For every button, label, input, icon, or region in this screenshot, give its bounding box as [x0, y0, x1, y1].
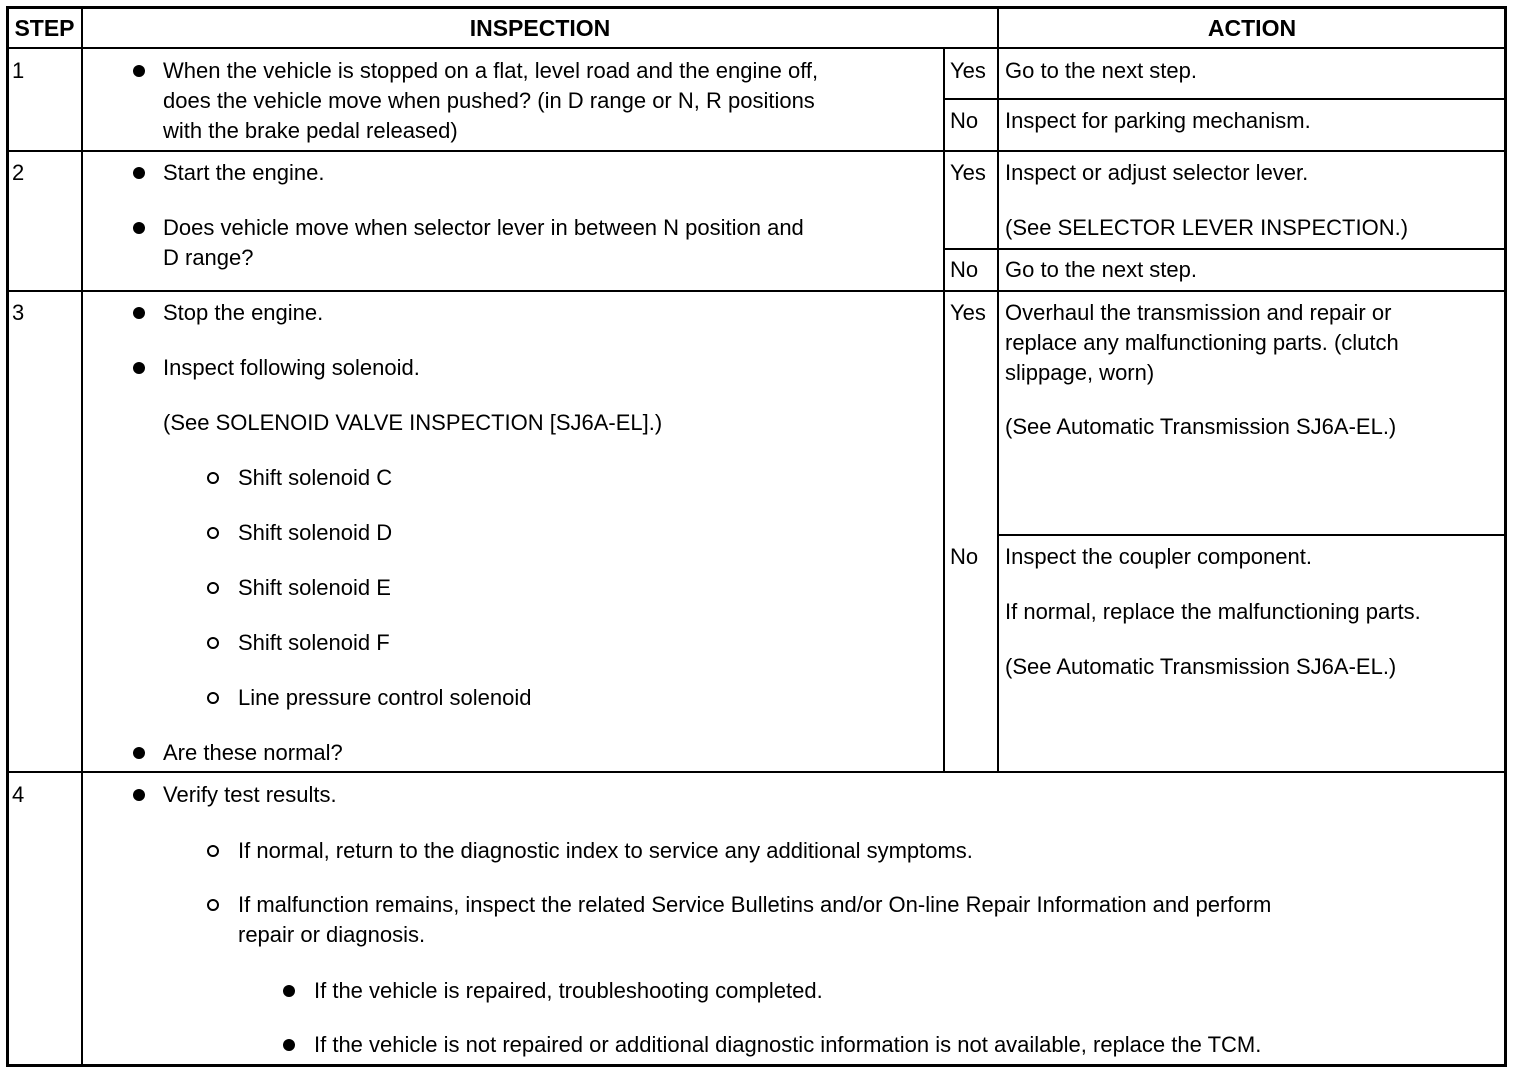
inspection-text: Does vehicle move when selector lever in between N position and: [163, 215, 804, 240]
inspection-text: If the vehicle is not repaired or additional diagnostic information is not available, replace the TCM.: [314, 1032, 1262, 1057]
inspection-text: repair or diagnosis.: [238, 922, 426, 947]
row-divider: [8, 771, 1505, 773]
inspection-text: Are these normal?: [163, 740, 343, 765]
action-text: (See Automatic Transmission SJ6A-EL.): [1005, 654, 1397, 679]
inspection-text: If the vehicle is repaired, troubleshooting completed.: [314, 978, 823, 1003]
row-divider: [8, 290, 1505, 292]
inspection-text: Start the engine.: [163, 160, 325, 185]
inspection-text: Stop the engine.: [163, 300, 324, 325]
sub-bullet-icon: [207, 637, 219, 649]
bullet-icon: [133, 789, 145, 801]
column-divider: [997, 8, 999, 773]
inspection-text: If malfunction remains, inspect the related Service Bulletins and/or On-line Repair Information and perform: [238, 892, 1272, 917]
solenoid-item: Shift solenoid D: [238, 520, 393, 545]
bullet-icon: [283, 985, 295, 997]
action-text: Go to the next step.: [1005, 58, 1198, 83]
bullet-icon: [283, 1039, 295, 1051]
step-number: 1: [12, 58, 25, 83]
yes-label: Yes: [950, 160, 986, 185]
bullet-icon: [133, 222, 145, 234]
inspection-text: When the vehicle is stopped on a flat, level road and the engine off,: [163, 58, 819, 83]
step-number: 4: [12, 782, 25, 807]
step-number: 3: [12, 300, 25, 325]
sub-bullet-icon: [207, 527, 219, 539]
sub-bullet-icon: [207, 845, 219, 857]
inspection-text: with the brake pedal released): [163, 118, 458, 143]
sub-bullet-icon: [207, 692, 219, 704]
inspection-text: does the vehicle move when pushed? (in D range or N, R positions: [163, 88, 815, 113]
bullet-icon: [133, 307, 145, 319]
action-text: slippage, worn): [1005, 360, 1155, 385]
header-inspection: INSPECTION: [469, 15, 611, 41]
bullet-icon: [133, 362, 145, 374]
row-divider: [8, 150, 1505, 152]
sub-bullet-icon: [207, 899, 219, 911]
no-label: No: [950, 544, 979, 569]
column-divider: [81, 8, 83, 1065]
action-text: Inspect or adjust selector lever.: [1005, 160, 1309, 185]
inspection-text: Verify test results.: [163, 782, 337, 807]
action-text: If normal, replace the malfunctioning parts.: [1005, 599, 1421, 624]
header-action: ACTION: [1207, 15, 1297, 41]
row-divider: [998, 534, 1505, 536]
bullet-icon: [133, 167, 145, 179]
sub-bullet-icon: [207, 582, 219, 594]
header-step: STEP: [14, 15, 75, 41]
bullet-icon: [133, 747, 145, 759]
action-text: Go to the next step.: [1005, 257, 1198, 282]
column-divider: [943, 48, 945, 773]
step-number: 2: [12, 160, 25, 185]
action-text: replace any malfunctioning parts. (clutch: [1005, 330, 1399, 355]
inspection-text: Inspect following solenoid.: [163, 355, 420, 380]
row-divider: [944, 248, 1505, 250]
solenoid-item: Shift solenoid E: [238, 575, 391, 600]
sub-bullet-icon: [207, 472, 219, 484]
header-divider: [8, 47, 1505, 49]
inspection-reference: (See SOLENOID VALVE INSPECTION [SJ6A-EL].): [163, 410, 663, 435]
bullet-icon: [133, 65, 145, 77]
yes-label: Yes: [950, 58, 986, 83]
action-text: Overhaul the transmission and repair or: [1005, 300, 1392, 325]
action-text: Inspect the coupler component.: [1005, 544, 1312, 569]
yes-label: Yes: [950, 300, 986, 325]
inspection-text: If normal, return to the diagnostic index to service any additional symptoms.: [238, 838, 973, 863]
action-text: (See SELECTOR LEVER INSPECTION.): [1005, 215, 1409, 240]
row-divider: [944, 98, 1505, 100]
solenoid-item: Shift solenoid F: [238, 630, 390, 655]
action-text: (See Automatic Transmission SJ6A-EL.): [1005, 414, 1397, 439]
inspection-text: D range?: [163, 245, 254, 270]
no-label: No: [950, 257, 979, 282]
solenoid-item: Shift solenoid C: [238, 465, 393, 490]
solenoid-item: Line pressure control solenoid: [238, 685, 532, 710]
no-label: No: [950, 108, 979, 133]
action-text: Inspect for parking mechanism.: [1005, 108, 1311, 133]
